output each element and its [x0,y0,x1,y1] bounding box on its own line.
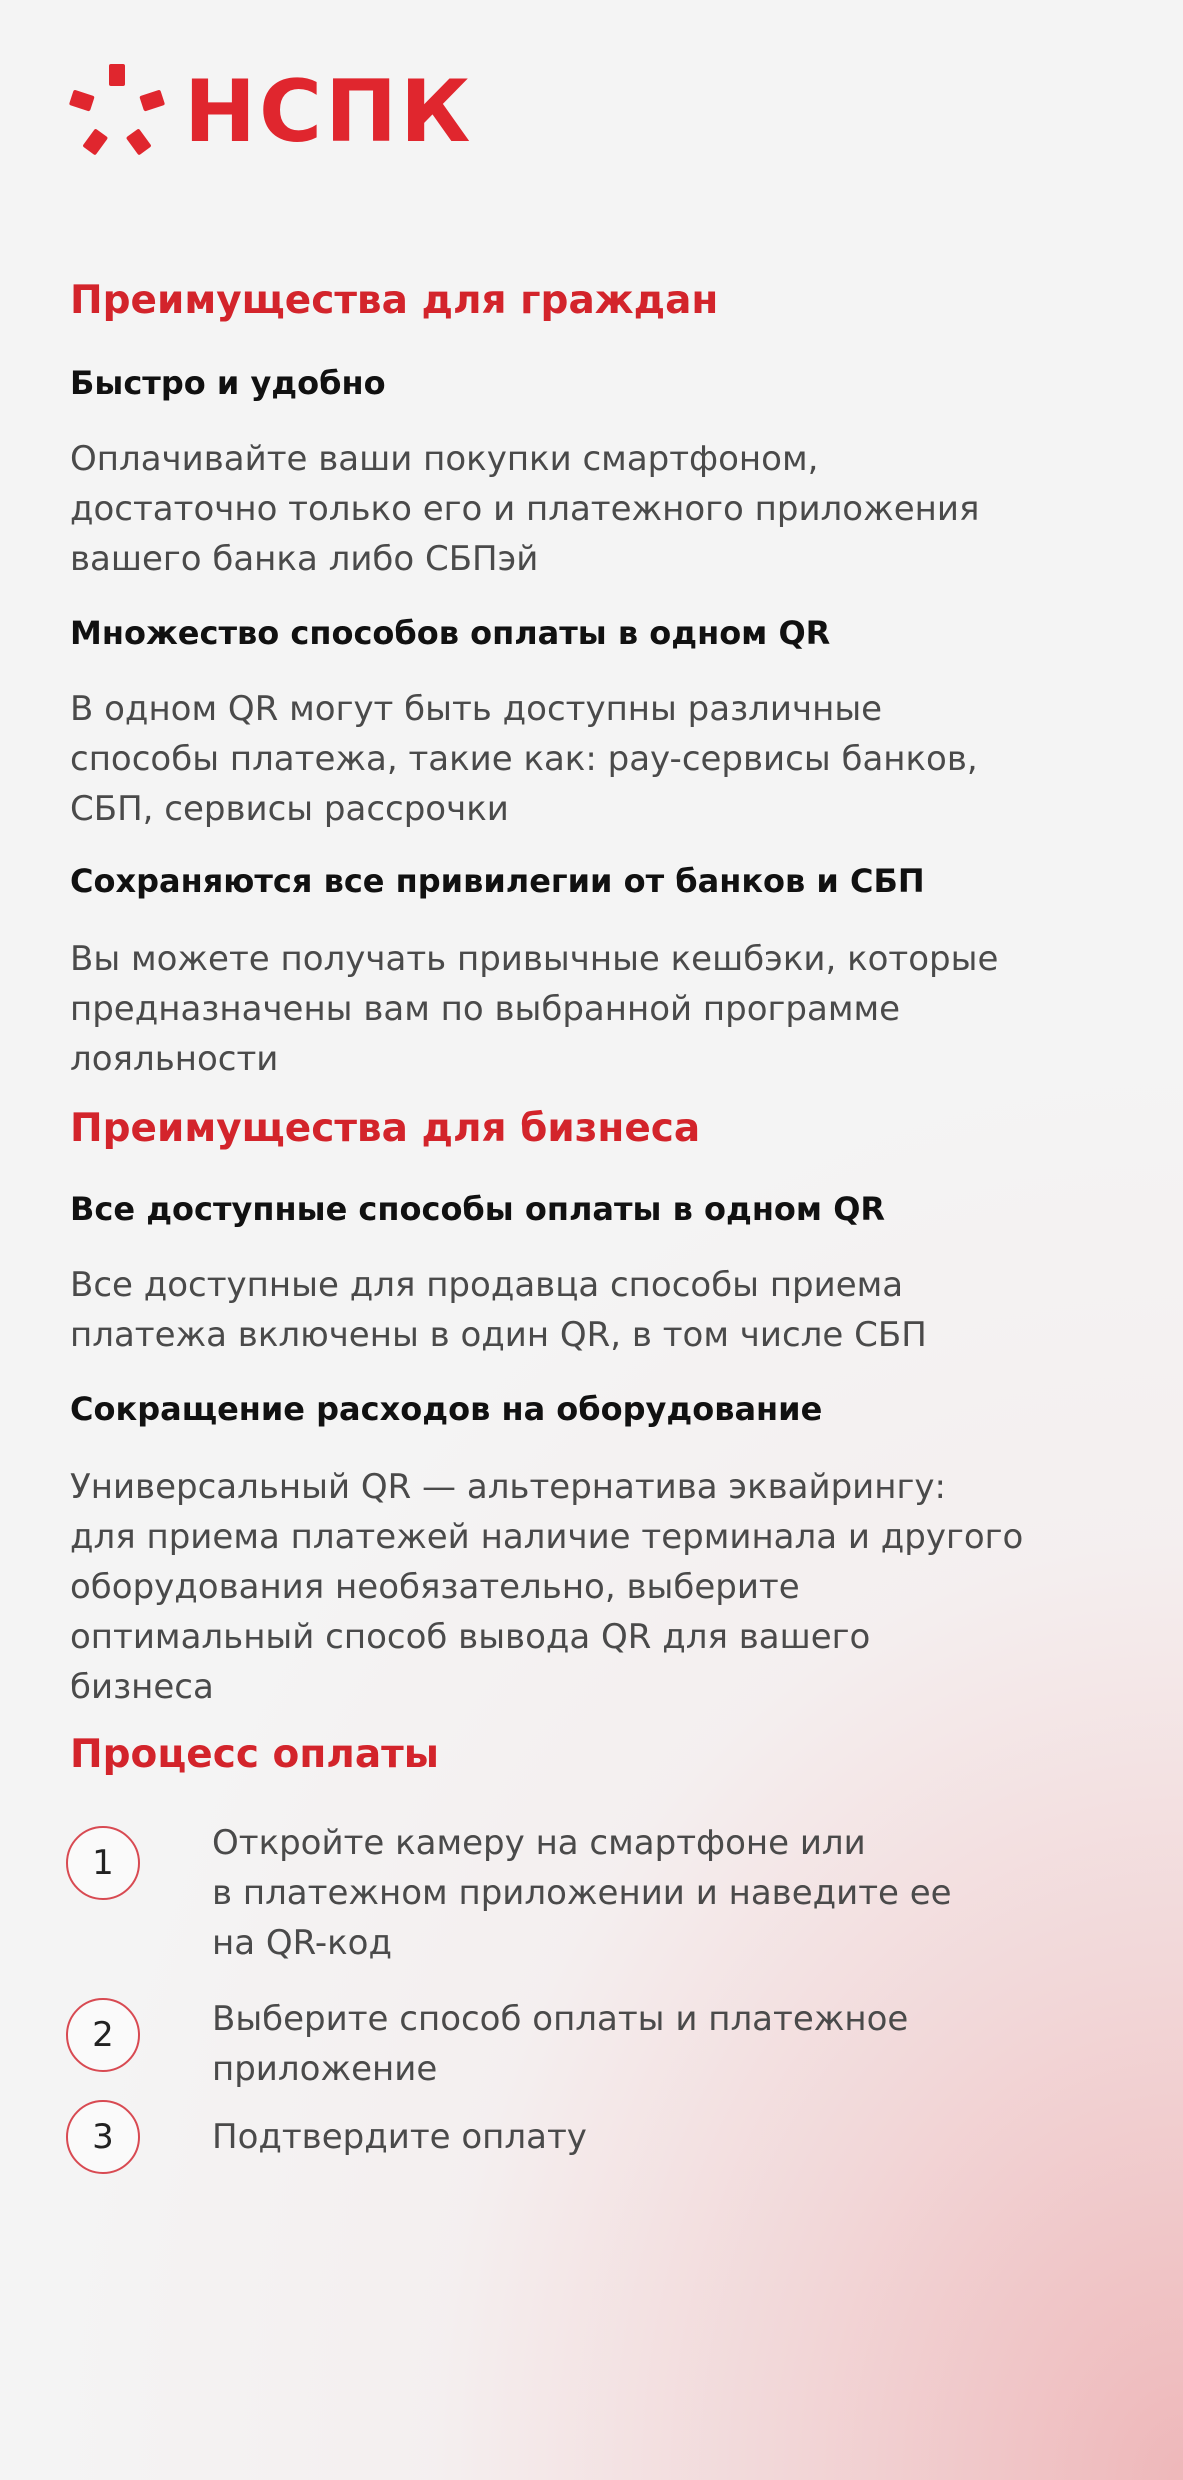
citizens-section-title: Преимущества для граждан [70,278,719,323]
text-line: Откройте камеру на смартфоне или [212,1823,866,1863]
text-line: достаточно только его и платежного приложения [70,489,980,529]
citizens-item-heading-3: Сохраняются все привилегии от банков и СБП [70,862,925,900]
business-section-title: Преимущества для бизнеса [70,1106,701,1151]
step-text [212,1994,1072,2094]
nspk-logo-star-icon [66,62,168,162]
business-item-text-2 [70,1462,1130,1712]
citizens-item-text-3 [70,934,1130,1084]
step-text [212,1818,1072,1968]
brand-name: НСПК [184,62,474,162]
text-line: бизнеса [70,1667,214,1707]
text-line: в платежном приложении и наведите ее [212,1873,952,1913]
text-line: Выберите способ оплаты и платежное [212,1999,909,2039]
text-line: Все доступные для продавца способы приема [70,1265,904,1305]
step-number-badge: 1 [66,1826,140,1900]
citizens-item-heading-1: Быстро и удобно [70,364,386,402]
business-item-heading-2: Сокращение расходов на оборудование [70,1390,823,1428]
text-line: вашего банка либо СБПэй [70,539,539,579]
process-section-title: Процесс оплаты [70,1732,440,1777]
step-number-badge: 3 [66,2100,140,2174]
text-line: лояльности [70,1039,279,1079]
text-line: Оплачивайте ваши покупки смартфоном, [70,439,819,479]
text-line: оборудования необязательно, выберите [70,1567,800,1607]
text-line: предназначены вам по выбранной программе [70,989,901,1029]
step-text [212,2112,1072,2162]
citizens-item-heading-2: Множество способов оплаты в одном QR [70,614,831,652]
text-line: В одном QR могут быть доступны различные [70,689,883,729]
text-line: Универсальный QR — альтернатива эквайрингу: [70,1467,946,1507]
text-line: СБП, сервисы рассрочки [70,789,509,829]
nspk-logo [66,62,473,162]
text-line: Вы можете получать привычные кешбэки, которые [70,939,999,979]
text-line: приложение [212,2049,438,2089]
text-line: оптимальный способ вывода QR для вашего [70,1617,871,1657]
step-number-badge: 2 [66,1998,140,2072]
citizens-item-text-1 [70,434,1130,584]
text-line: Подтвердите оплату [212,2117,587,2157]
business-item-heading-1: Все доступные способы оплаты в одном QR [70,1190,886,1228]
text-line: для приема платежей наличие терминала и другого [70,1517,1024,1557]
citizens-item-text-2 [70,684,1130,834]
business-item-text-1 [70,1260,1130,1360]
text-line: способы платежа, такие как: pay-сервисы банков, [70,739,978,779]
text-line: платежа включены в один QR, в том числе СБП [70,1315,927,1355]
text-line: на QR-код [212,1923,392,1963]
